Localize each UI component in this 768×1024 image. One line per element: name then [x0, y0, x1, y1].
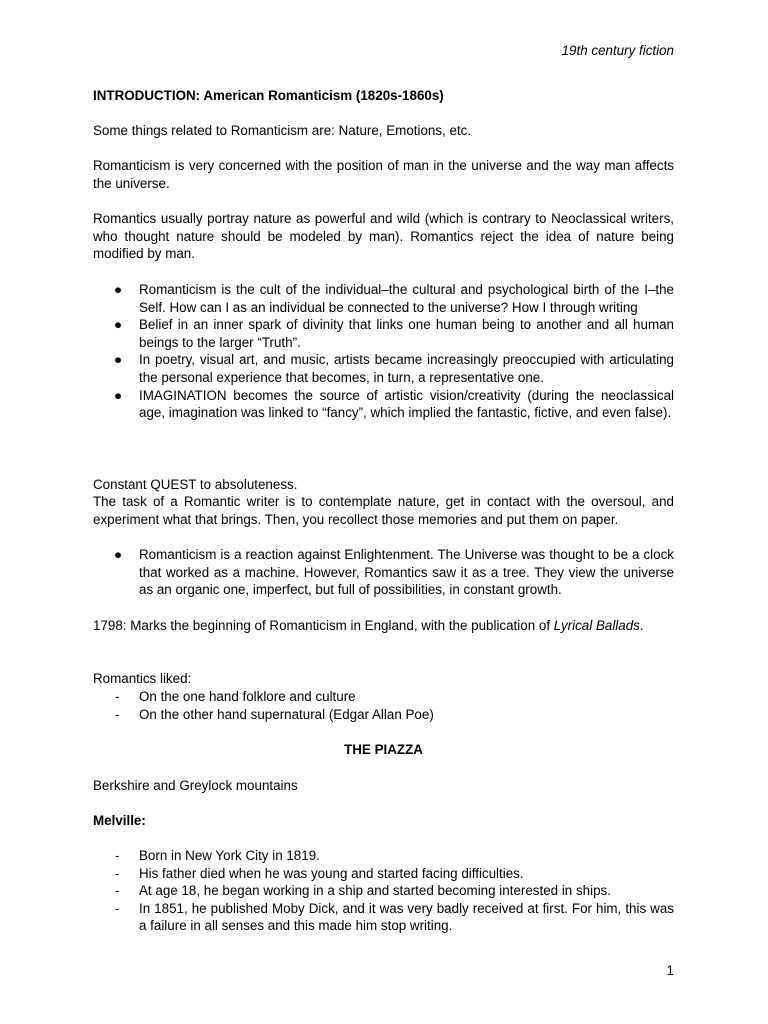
book-title: Lyrical Ballads [553, 618, 640, 633]
liked-list [93, 688, 674, 723]
bullet-list-1 [93, 281, 674, 422]
list-item: - On the one hand folklore and culture [115, 689, 356, 704]
list-item: ● IMAGINATION becomes the source of artistic vision/creativity (during the neoclassical age, imagination was linked to “fancy”, which implied the fantastic, fictive, and even false). [114, 387, 674, 421]
intro-heading: INTRODUCTION: American Romanticism (1820s-1860s) [93, 88, 444, 103]
melville-list [93, 847, 674, 935]
list-item: - On the other hand supernatural (Edgar Allan Poe) [115, 706, 434, 722]
list-item: - In 1851, he published Moby Dick, and it was very badly received at first. For him, this was a failure in all senses and this made him stop writing. [115, 900, 674, 934]
running-title: 19th century fiction [561, 43, 674, 58]
list-item: - Born in New York City in 1819. [115, 848, 320, 863]
piazza-heading: THE PIAZZA [344, 742, 423, 757]
bullet-icon: ● [114, 547, 123, 562]
intro-paragraph-2: Romanticism is very concerned with the position of man in the universe and the way man affects the universe. [93, 158, 674, 191]
list-item: ● Romanticism is a reaction against Enlightenment. The Universe was thought to be a clock that worked as a machine. However, Romantics saw it as a tree. They view the universe as an organic one, imperfect, but full of possibilities, in constant growth. [114, 547, 674, 598]
page-number: 1 [666, 963, 674, 978]
bullet-icon: ● [114, 282, 123, 297]
dash-marker: - [115, 900, 120, 916]
dash-marker: - [115, 689, 120, 704]
list-item: - His father died when he was young and started facing difficulties. [115, 865, 524, 881]
bullet-icon: ● [114, 352, 123, 368]
dash-marker: - [115, 865, 120, 881]
bullet-list-2 [93, 546, 674, 599]
intro-paragraph-3: Romantics usually portray nature as powerful and wild (which is contrary to Neoclassical writers, who thought nature should be modeled by man). Romantics reject the idea of nature being modified by man. [93, 211, 674, 262]
quest-paragraph: The task of a Romantic writer is to contemplate nature, get in contact with the oversoul, and experiment what that brings. Then, you recollect those memories and put them on paper. [93, 494, 674, 527]
intro-paragraph-1: Some things related to Romanticism are: Nature, Emotions, etc. [93, 123, 472, 138]
dash-marker: - [115, 706, 120, 722]
melville-heading: Melville: [93, 813, 146, 828]
liked-label: Romantics liked: [93, 671, 192, 686]
list-item: - At age 18, he began working in a ship and started becoming interested in ships. [115, 883, 611, 899]
list-item: ● In poetry, visual art, and music, artists became increasingly preoccupied with articulating the personal experience that becomes, in turn, a representative one. [114, 352, 674, 385]
bullet-icon: ● [114, 317, 123, 333]
dash-marker: - [115, 848, 120, 863]
list-item: ● Romanticism is the cult of the individual–the cultural and psychological birth of the I–the Self. How can I as an individual be connected to the universe? How I through writing [114, 282, 674, 315]
piazza-line: Berkshire and Greylock mountains [93, 778, 298, 793]
bullet-icon: ● [114, 387, 123, 403]
list-item: ● Belief in an inner spark of divinity that links one human being to another and all human beings to the larger “Truth”. [114, 317, 674, 350]
dash-marker: - [115, 883, 120, 899]
year-note: 1798: Marks the beginning of Romanticism in England, with the publication of Lyrical Ballads. [93, 618, 644, 633]
quest-line: Constant QUEST to absoluteness. [93, 477, 298, 492]
